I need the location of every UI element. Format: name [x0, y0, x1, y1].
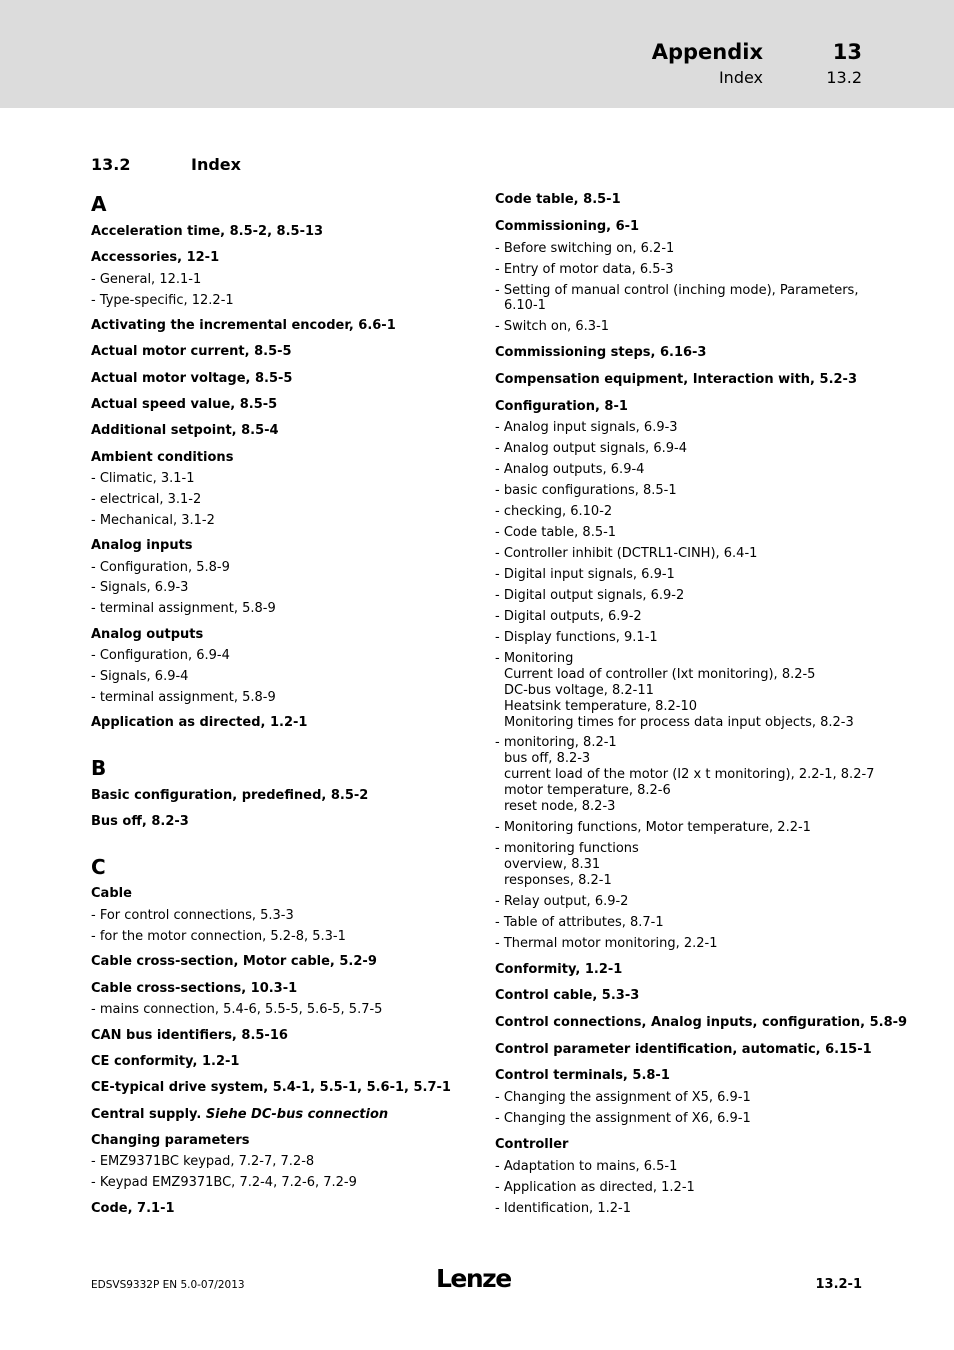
index-subentry: - Mechanical, 3.1-2	[91, 513, 215, 528]
index-subentry: - Setting of manual control (inching mode), Parameters,	[495, 283, 859, 298]
index-subentry: - Display functions, 9.1-1	[495, 630, 658, 645]
index-entry: Activating the incremental encoder, 6.6-1	[91, 318, 396, 333]
index-see-reference: Siehe DC-bus connection	[205, 1107, 389, 1122]
index-entry: Cable cross-section, Motor cable, 5.2-9	[91, 954, 377, 969]
index-subentry-continued: 6.10-1	[504, 298, 546, 313]
index-subsubentry: current load of the motor (I2 x t monitoring), 2.2-1, 8.2-7	[504, 767, 875, 782]
index-subentry: - Application as directed, 1.2-1	[495, 1180, 695, 1195]
index-subentry: - Entry of motor data, 6.5-3	[495, 262, 674, 277]
index-entry: CE conformity, 1.2-1	[91, 1054, 240, 1069]
index-entry: Code table, 8.5-1	[495, 192, 621, 207]
index-entry: Control connections, Analog inputs, configuration, 5.8-9	[495, 1015, 908, 1030]
index-entry: CAN bus identifiers, 8.5-16	[91, 1028, 288, 1043]
index-entry: Actual motor current, 8.5-5	[91, 344, 292, 359]
index-entry-central-supply	[91, 1107, 388, 1123]
index-entry: Analog inputs	[91, 538, 193, 553]
header-subsection: 13.2	[826, 68, 862, 87]
index-subentry: - EMZ9371BC keypad, 7.2-7, 7.2-8	[91, 1154, 315, 1169]
index-entry: Accessories, 12-1	[91, 250, 220, 265]
index-subentry: - General, 12.1-1	[91, 272, 202, 287]
index-entry: CE-typical drive system, 5.4-1, 5.5-1, 5.6-1, 5.7-1	[91, 1080, 451, 1095]
index-subentry: - For control connections, 5.3-3	[91, 908, 294, 923]
index-subentry: - checking, 6.10-2	[495, 504, 613, 519]
index-subsubentry: reset node, 8.2-3	[504, 799, 616, 814]
header-title: Appendix	[651, 40, 763, 64]
index-subentry: - terminal assignment, 5.8-9	[91, 601, 276, 616]
index-subentry: - Monitoring functions, Motor temperature, 2.2-1	[495, 820, 811, 835]
index-entry: Actual motor voltage, 8.5-5	[91, 371, 293, 386]
index-subentry: - terminal assignment, 5.8-9	[91, 690, 276, 705]
index-subentry: - Controller inhibit (DCTRL1-CINH), 6.4-1	[495, 546, 758, 561]
index-entry: Additional setpoint, 8.5-4	[91, 423, 279, 438]
index-subentry: - Thermal motor monitoring, 2.2-1	[495, 936, 718, 951]
index-subentry: - basic configurations, 8.5-1	[495, 483, 677, 498]
index-subsubentry: Heatsink temperature, 8.2-10	[504, 699, 698, 714]
index-entry: Controller	[495, 1137, 569, 1152]
index-subsubentry: overview, 8.31	[504, 857, 601, 872]
index-subentry: - Changing the assignment of X6, 6.9-1	[495, 1111, 751, 1126]
index-entry: Actual speed value, 8.5-5	[91, 397, 278, 412]
index-subsubentry: DC-bus voltage, 8.2-11	[504, 683, 654, 698]
index-entry: Commissioning, 6-1	[495, 219, 640, 234]
footer-document-id: EDSVS9332P EN 5.0-07/2013	[91, 1279, 245, 1291]
index-entry: Code, 7.1-1	[91, 1201, 175, 1216]
index-subentry: - Type-specific, 12.2-1	[91, 293, 234, 308]
index-subentry: - monitoring, 8.2-1	[495, 735, 617, 750]
index-entry: Commissioning steps, 6.16-3	[495, 345, 707, 360]
header-chapter: 13	[832, 40, 862, 64]
index-entry: Control cable, 5.3-3	[495, 988, 640, 1003]
section-title: Index	[191, 155, 241, 174]
index-entry: Changing parameters	[91, 1133, 250, 1148]
index-subentry: - Digital outputs, 6.9-2	[495, 609, 642, 624]
index-subentry: - Configuration, 5.8-9	[91, 560, 230, 575]
index-subentry: - Switch on, 6.3-1	[495, 319, 610, 334]
index-letter-c: C	[91, 855, 106, 879]
index-subentry: - Code table, 8.5-1	[495, 525, 617, 540]
index-subentry: - Identification, 1.2-1	[495, 1201, 631, 1216]
index-entry: Configuration, 8-1	[495, 399, 628, 414]
index-entry: Bus off, 8.2-3	[91, 814, 189, 829]
index-subsubentry: motor temperature, 8.2-6	[504, 783, 671, 798]
index-entry: Analog outputs	[91, 627, 204, 642]
index-subentry: - Signals, 6.9-3	[91, 580, 189, 595]
index-subentry: - Signals, 6.9-4	[91, 669, 189, 684]
index-entry: Basic configuration, predefined, 8.5-2	[91, 788, 369, 803]
index-subentry: - Digital input signals, 6.9-1	[495, 567, 675, 582]
index-letter-b: B	[91, 756, 107, 780]
index-subsubentry: bus off, 8.2-3	[504, 751, 591, 766]
index-subsubentry: Current load of controller (Ixt monitoring), 8.2-5	[504, 667, 816, 682]
index-entry: Ambient conditions	[91, 450, 234, 465]
index-entry: Control parameter identification, automatic, 6.15-1	[495, 1042, 872, 1057]
index-subentry: - Changing the assignment of X5, 6.9-1	[495, 1090, 751, 1105]
section-number: 13.2	[91, 155, 131, 174]
index-subentry: - Before switching on, 6.2-1	[495, 241, 675, 256]
index-subentry: - Table of attributes, 8.7-1	[495, 915, 664, 930]
index-subentry: - Keypad EMZ9371BC, 7.2-4, 7.2-6, 7.2-9	[91, 1175, 357, 1190]
index-subentry: - for the motor connection, 5.2-8, 5.3-1	[91, 929, 346, 944]
index-subsubentry: Monitoring times for process data input objects, 8.2-3	[504, 715, 854, 730]
index-entry: Control terminals, 5.8-1	[495, 1068, 670, 1083]
index-subentry: - Adaptation to mains, 6.5-1	[495, 1159, 678, 1174]
index-entry: Cable cross-sections, 10.3-1	[91, 981, 298, 996]
index-subentry: - Monitoring	[495, 651, 574, 666]
index-entry: Application as directed, 1.2-1	[91, 715, 308, 730]
footer-page-number: 13.2-1	[815, 1277, 862, 1292]
index-entry: Compensation equipment, Interaction with, 5.2-3	[495, 372, 857, 387]
index-subentry: - monitoring functions	[495, 841, 639, 856]
page-header	[0, 0, 954, 108]
index-subsubentry: responses, 8.2-1	[504, 873, 612, 888]
index-subentry: - Analog input signals, 6.9-3	[495, 420, 678, 435]
index-subentry: - Climatic, 3.1-1	[91, 471, 195, 486]
header-subtitle: Index	[718, 68, 763, 87]
index-subentry: - Relay output, 6.9-2	[495, 894, 629, 909]
index-subentry: - Digital output signals, 6.9-2	[495, 588, 685, 603]
index-entry-term: Central supply.	[91, 1107, 202, 1122]
index-letter-a: A	[91, 192, 107, 216]
index-entry: Cable	[91, 886, 132, 901]
index-subentry: - Analog output signals, 6.9-4	[495, 441, 688, 456]
index-entry: Conformity, 1.2-1	[495, 962, 623, 977]
index-subentry: - electrical, 3.1-2	[91, 492, 202, 507]
index-subentry: - Configuration, 6.9-4	[91, 648, 230, 663]
index-entry: Acceleration time, 8.5-2, 8.5-13	[91, 224, 324, 239]
index-subentry: - Analog outputs, 6.9-4	[495, 462, 645, 477]
lenze-logo: Lenze	[436, 1264, 511, 1293]
index-subentry: - mains connection, 5.4-6, 5.5-5, 5.6-5, 5.7-5	[91, 1002, 383, 1017]
